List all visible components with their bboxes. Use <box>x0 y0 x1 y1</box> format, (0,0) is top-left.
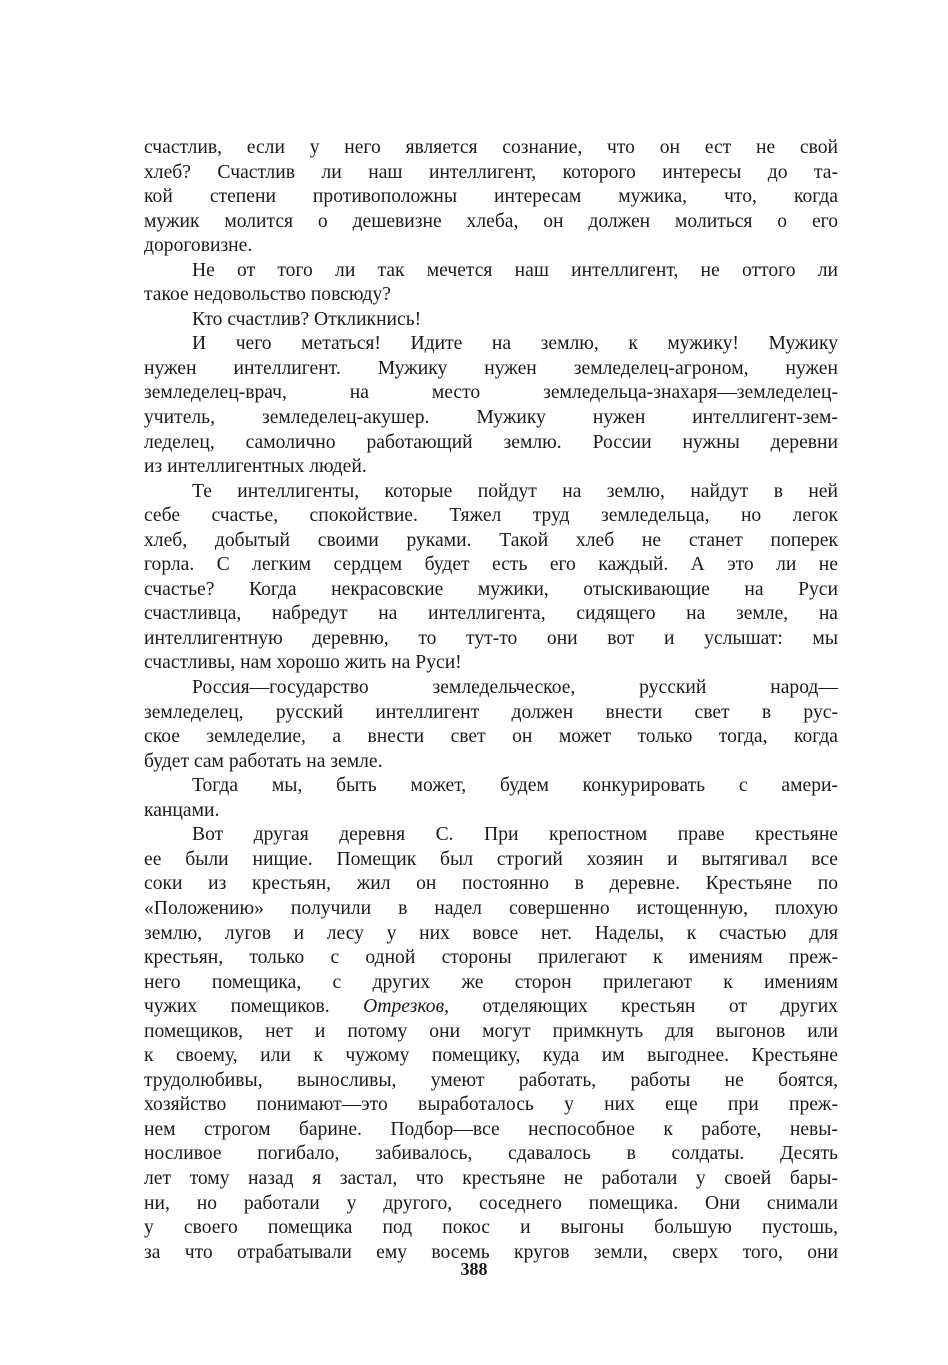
text-line: Те интеллигенты, которые пойдут на землю, найдут в ней <box>192 480 838 502</box>
text-line: нужен интеллигент. Мужику нужен земледелец-агроном, нужен <box>144 357 838 379</box>
text-line: кой степени противоположны интересам мужика, что, когда <box>144 186 838 208</box>
text-line: лет тому назад я застал, что крестьяне не работали у своей бары- <box>144 1167 838 1189</box>
text-line: соки из крестьян, жил он постоянно в деревне. Крестьяне по <box>144 873 838 895</box>
text-line: из интеллигентных людей. <box>144 456 367 478</box>
text-line: интеллигентную деревню, то тут-то они вот и услышат: мы <box>144 627 838 649</box>
text-line: помещиков, нет и потому они могут примкнуть для выгонов или <box>144 1020 838 1042</box>
text-line <box>144 995 838 1020</box>
text-line: земледелец, русский интеллигент должен внести свет в рус- <box>144 701 838 723</box>
page-body-text <box>144 136 838 1265</box>
text-line: мужик молится о дешевизне хлеба, он должен молиться о его <box>144 210 838 232</box>
text-line: землю, лугов и лесу у них вовсе нет. Наделы, к счастью для <box>144 922 838 944</box>
text-line: хозяйство понимают—это выработалось у них еще при преж- <box>144 1094 838 1116</box>
text-line: леделец, самолично работающий землю. России нужны деревни <box>144 431 838 453</box>
text-line: нем строгом барине. Подбор—все неспособное к работе, невы- <box>144 1118 838 1140</box>
text-line: счастливы, нам хорошо жить на Руси! <box>144 652 462 674</box>
italic-term: Отрезков, <box>363 996 449 1018</box>
text-line: у своего помещика под покос и выгоны большую пустошь, <box>144 1217 838 1239</box>
text-line: Кто счастлив? Откликнись! <box>192 308 422 330</box>
text-line: учитель, земледелец-акушер. Мужику нужен интеллигент-зем- <box>144 407 838 429</box>
text-line: за что отрабатывали ему восемь кругов земли, сверх того, они <box>144 1241 838 1263</box>
text-line: хлеб? Счастлив ли наш интеллигент, которого интересы до та- <box>144 161 838 183</box>
text-line: носливое погибало, забивалось, сдавалось в солдаты. Десять <box>144 1143 838 1165</box>
text-line: трудолюбивы, выносливы, умеют работать, работы не боятся, <box>144 1069 838 1091</box>
text-line: ни, но работали у другого, соседнего помещика. Они снимали <box>144 1192 838 1214</box>
text-line: Не от того ли так мечется наш интеллигент, не оттого ли <box>192 259 838 281</box>
text-line: себе счастье, спокойствие. Тяжел труд земледельца, но легок <box>144 505 838 527</box>
text-line: ее были нищие. Помещик был строгий хозяин и вытягивал все <box>144 848 838 870</box>
text-line: крестьян, только с одной стороны прилегают к имениям преж- <box>144 947 838 969</box>
text-line: земледелец-врач, на место земледельца-знахаря—земледелец- <box>144 382 838 404</box>
text-line: Вот другая деревня С. При крепостном праве крестьяне <box>192 824 838 846</box>
text-line: счастлив, если у него является сознание, что он ест не свой <box>144 137 838 158</box>
text-line: счастливца, набредут на интеллигента, сидящего на земле, на <box>144 603 838 625</box>
text-line: И чего метаться! Идите на землю, к мужику! Мужику <box>192 333 838 355</box>
text-line: такое недовольство повсюду? <box>144 284 392 306</box>
text-line: канцами. <box>144 799 220 821</box>
text-line: будет сам работать на земле. <box>144 750 383 772</box>
text-line: Россия—государство земледельческое, русский народ— <box>192 677 838 699</box>
text-line: «Положению» получили в надел совершенно истощенную, плохую <box>144 897 838 919</box>
text-line: дороговизне. <box>144 235 253 257</box>
text-segment: чужих помещиков. <box>144 996 364 1018</box>
page-number: 388 <box>460 1259 488 1279</box>
text-line: к своему, или к чужому помещику, куда им выгоднее. Крестьяне <box>144 1045 838 1067</box>
text-segment: отделяющих крестьян от других <box>448 996 839 1018</box>
text-line: Тогда мы, быть может, будем конкурировать с амери- <box>192 775 838 797</box>
text-line: ское земледелие, а внести свет он может только тогда, когда <box>144 726 838 748</box>
text-line: хлеб, добытый своими руками. Такой хлеб не станет поперек <box>144 529 838 551</box>
text-line: счастье? Когда некрасовские мужики, отыскивающие на Руси <box>144 578 838 600</box>
text-line: него помещика, с других же сторон прилегают к имениям <box>144 971 838 993</box>
text-line: горла. С легким сердцем будет есть его каждый. А это ли не <box>144 554 838 576</box>
